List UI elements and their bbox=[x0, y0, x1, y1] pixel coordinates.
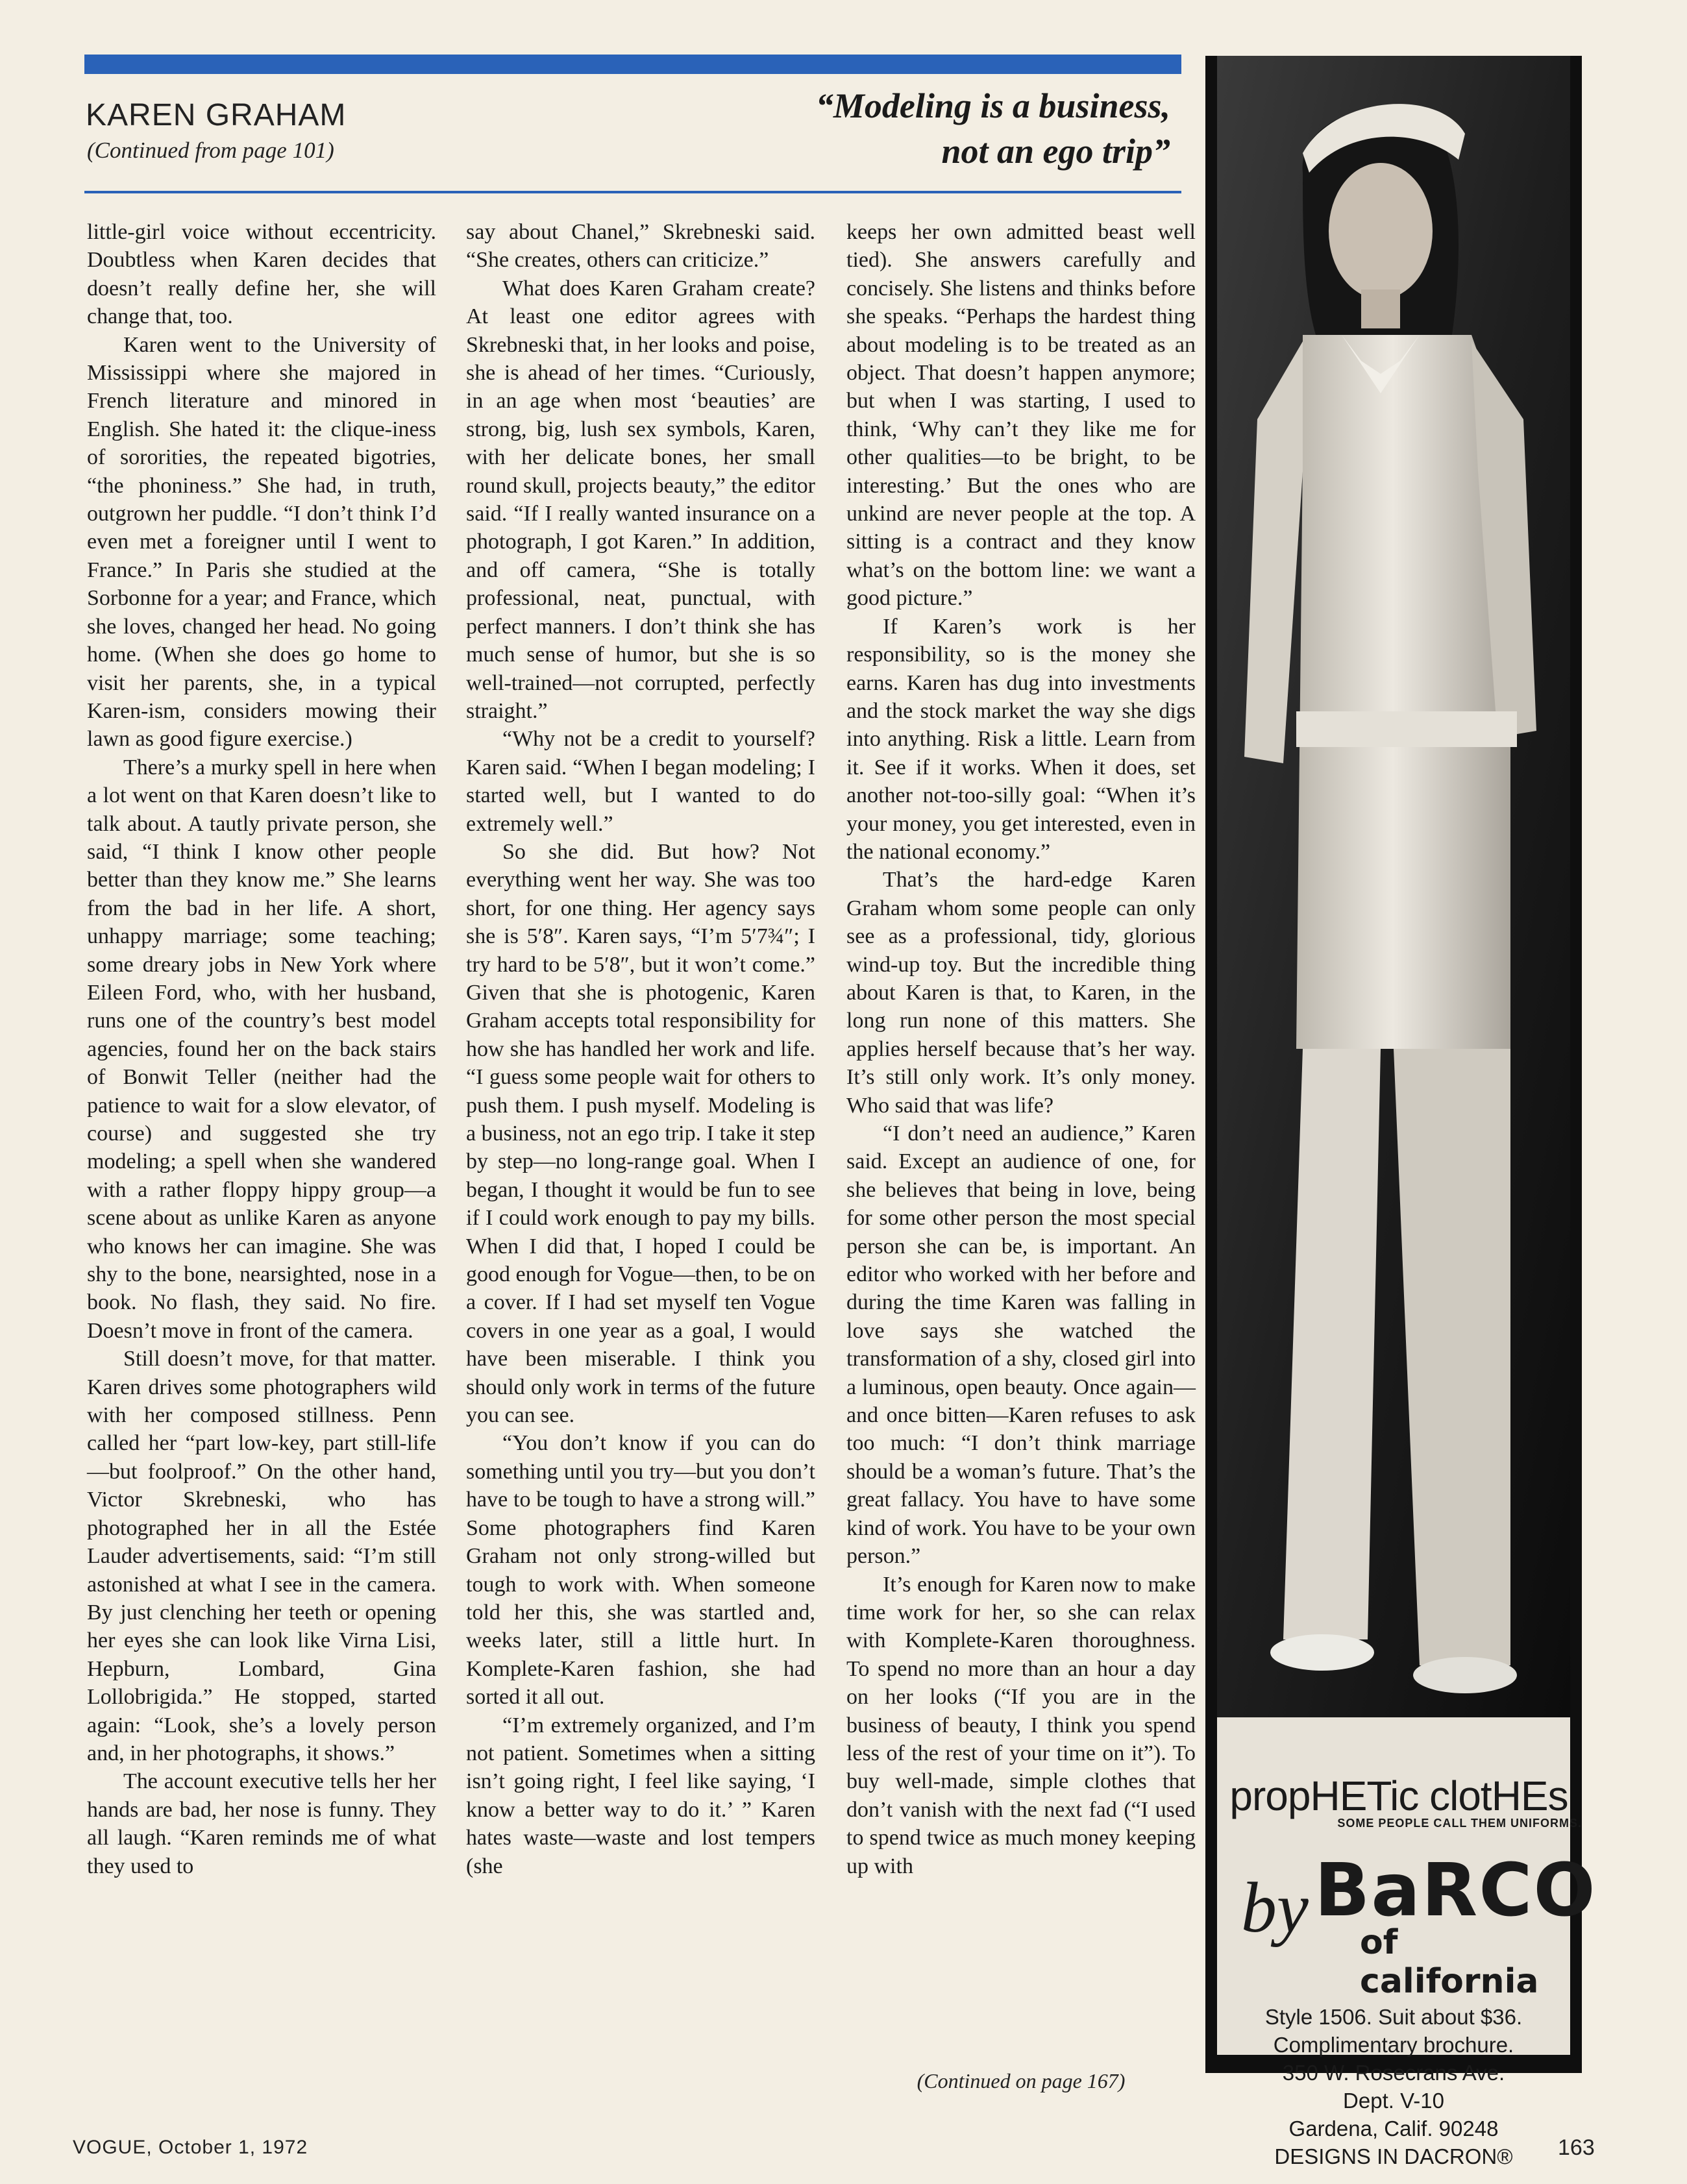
ad-detail-line: Dept. V-10 bbox=[1343, 2089, 1444, 2113]
page-number: 163 bbox=[1558, 2135, 1595, 2160]
paragraph: So she did. But how? Not everything went her way. She was too short, for one thing. Her agency says she is 5′8″. Karen says, “I’m 5′7¾″; I try hard to be 5′8″, but it won’t come.” Given that she is photogenic, Karen Graham accepts total responsibility for how she has handled her work and life. “I guess some people wait for others to push them. I push myself. Modeling is a business, not an ego trip. I take it step by step—no long-range goal. When I began, I thought it would be fun to see if I could work enough to pay my bills. When I did that, I hoped I could be good enough for Vogue—then, to be on a cover. If I had set myself ten Vogue covers in one year as a goal, I would have been miserable. I think you should only work in terms of the future you can see. bbox=[466, 839, 815, 1428]
ad-detail-line: Style 1506. Suit about $36. bbox=[1264, 2005, 1523, 2029]
ad-by: by bbox=[1241, 1868, 1309, 1947]
paragraph: There’s a murky spell in here when a lot went on that Karen doesn’t like to talk about. A tautly private person, she said, “I think I know other people better than they know me.” She learns from the bad in her life. A short, unhappy marriage; some teaching; some dreary jobs in New York where Eileen Ford, who, with her husband, runs one of the country’s best model agencies, found her on the back stairs of Bonwit Teller (neither had the patience to wait for a slow elevator, of course) and suggested she try modeling; a spell when she wandered with a rather floppy hippy group—a scene about as unlike Karen as anyone who knows her can imagine. She was shy to the bone, nearsighted, nose in a book. No flash, they said. No fire. Doesn’t move in front of the camera. bbox=[87, 755, 436, 1343]
ad-brand-logo: BaRCO bbox=[1314, 1848, 1597, 1933]
ad-detail-line: DESIGNS IN DACRON® bbox=[1274, 2144, 1513, 2168]
paragraph: The account executive tells her her hands are bad, her nose is funny. They all laugh. “Karen reminds me of what they used to bbox=[87, 1769, 436, 1878]
article-column-1 bbox=[87, 218, 436, 1880]
paragraph: What does Karen Graham create? At least one editor agrees with Skrebneski that, in her looks and poise, she is ahead of her times. “Curiously, in an age when most ‘beauties’ are strong, big, lush sex symbols, Karen, with her delicate bones, her small round skull, projects beauty,” the editor said. “If I really wanted insurance on a photograph, I got Karen.” In addition, and off camera, “She is totally professional, neat, punctual, with perfect manners. I don’t think she has much sense of humor, but she is so well-trained—not corrupted, perfectly straight.” bbox=[466, 276, 815, 723]
ad-tagline: propHETic clotHEs bbox=[1229, 1773, 1568, 1819]
ad-detail-line: Gardena, Calif. 90248 bbox=[1288, 2117, 1499, 2141]
ad-brand-sub: of california bbox=[1360, 1923, 1539, 2001]
paragraph: say about Chanel,” Skrebneski said. “She creates, others can criticize.” bbox=[466, 220, 815, 273]
pull-quote bbox=[586, 83, 1170, 174]
paragraph: “I don’t need an audience,” Karen said. Except an audience of one, for she believes that being in love, being for some other person the most special person she can be, is important. An editor who worked with her before and during the time Karen was falling in love says she watched the transformation of a shy, closed girl into a luminous, open beauty. Once again—and once bitten—Karen refuses to ask too much: “I don’t think marriage should be a woman’s future. That’s the great fallacy. You have to have some kind of work. You have to be your own person.” bbox=[846, 1122, 1196, 1569]
footer-publication: VOGUE, October 1, 1972 bbox=[73, 2137, 308, 2158]
article-column-2 bbox=[466, 218, 815, 1880]
article-column-3 bbox=[846, 218, 1196, 1880]
paragraph: little-girl voice without eccentricity. Doubtless when Karen decides that doesn’t really define her, she will change that, too. bbox=[87, 220, 436, 329]
header-blue-bar bbox=[84, 55, 1181, 74]
pull-quote-line-1: “Modeling is a business, bbox=[815, 86, 1170, 125]
paragraph: Karen went to the University of Mississippi where she majored in French literature and minored in English. She hated it: the clique-iness of sororities, the repeated bigotries, “the phoniness.” She had, in truth, outgrown her puddle. “I don’t think I’d even met a foreigner until I went to France.” In Paris she studied at the Sorbonne for a year; and France, which she loves, changed her head. No going home. (When she does go home to visit her parents, she, in a typical Karen-ism, considers mowing their lawn as good figure exercise.) bbox=[87, 332, 436, 752]
ad-detail-line: 350 W. Rosecrans Ave. bbox=[1282, 2061, 1505, 2085]
paragraph: “You don’t know if you can do something until you try—but you don’t have to be tough to have a strong will.” Some photographers find Karen Graham not only strong-willed but tough to work with. When someone told her this, she was startled and, weeks later, still a little hurt. In Komplete-Karen fashion, she had sorted it all out. bbox=[466, 1431, 815, 1710]
continued-from-note: (Continued from page 101) bbox=[87, 138, 334, 163]
pull-quote-line-2: not an ego trip” bbox=[941, 132, 1170, 171]
article-kicker: KAREN GRAHAM bbox=[86, 98, 347, 132]
paragraph: “I’m extremely organized, and I’m not patient. Sometimes when a sitting isn’t going right, I feel like saying, ‘I know a better way to do it.’ ” Karen hates waste—waste and lost tempers (she bbox=[466, 1713, 815, 1878]
header-rule bbox=[84, 191, 1181, 193]
paragraph: keeps her own admitted beast well tied). She answers carefully and concisely. She listens and thinks before she speaks. “Perhaps the hardest thing about modeling is to be treated as an object. That doesn’t happen anymore; but when I was starting, I used to think, ‘Why can’t they like me for other qualities—to be bright, to be interesting.’ But the ones who are unkind are never people at the top. A sitting is a contract and they know what’s on the bottom line: we want a good picture.” bbox=[846, 220, 1196, 611]
paragraph: It’s enough for Karen now to make time work for her, so she can relax with Komplete-Karen thoroughness. To spend no more than an hour a day on her looks (“If you are in the business of beauty, I think you spend less of the rest of your time on it”). To buy well-made, simple clothes that don’t vanish with the next fad (“I used to spend twice as much money keeping up with bbox=[846, 1572, 1196, 1878]
paragraph: That’s the hard-edge Karen Graham whom some people can only see as a professional, tidy, glorious wind-up toy. But the incredible thing about Karen is that, to Karen, in the long run none of this matters. She applies herself because that’s her way. It’s still only work. It’s only money. Who said that was life? bbox=[846, 868, 1196, 1118]
ad-detail-line: Complimentary brochure. bbox=[1273, 2033, 1514, 2057]
paragraph: “Why not be a credit to yourself? Karen said. “When I began modeling; I started well, but I wanted to do extremely well.” bbox=[466, 727, 815, 836]
continued-on-note: (Continued on page 167) bbox=[917, 2069, 1126, 2092]
ad-details bbox=[1217, 2003, 1570, 2170]
paragraph: If Karen’s work is her responsibility, so is the money she earns. Karen has dug into investments and the stock market the way she digs into anything. Risk a little. Learn from it. See if it works. When it does, set another not-too-silly goal: “When it’s your money, you get interested, even in the national economy.” bbox=[846, 614, 1196, 864]
ad-subtagline: SOME PEOPLE CALL THEM UNIFORMS. bbox=[1337, 1817, 1582, 1830]
paragraph: Still doesn’t move, for that matter. Karen drives some photographers wild with her composed stillness. Penn called her “part low-key, part still-life—but foolproof.” On the other hand, Victor Skrebneski, who has photographed her in all the Estée Lauder advertisements, said: “I’m still astonished at what I see in the camera. By just clenching her teeth or opening her eyes she can look like Virna Lisi, Hepburn, Lombard, Gina Lollobrigida.” He stopped, started again: “Look, she’s a lovely person and, in her photographs, it shows.” bbox=[87, 1347, 436, 1765]
